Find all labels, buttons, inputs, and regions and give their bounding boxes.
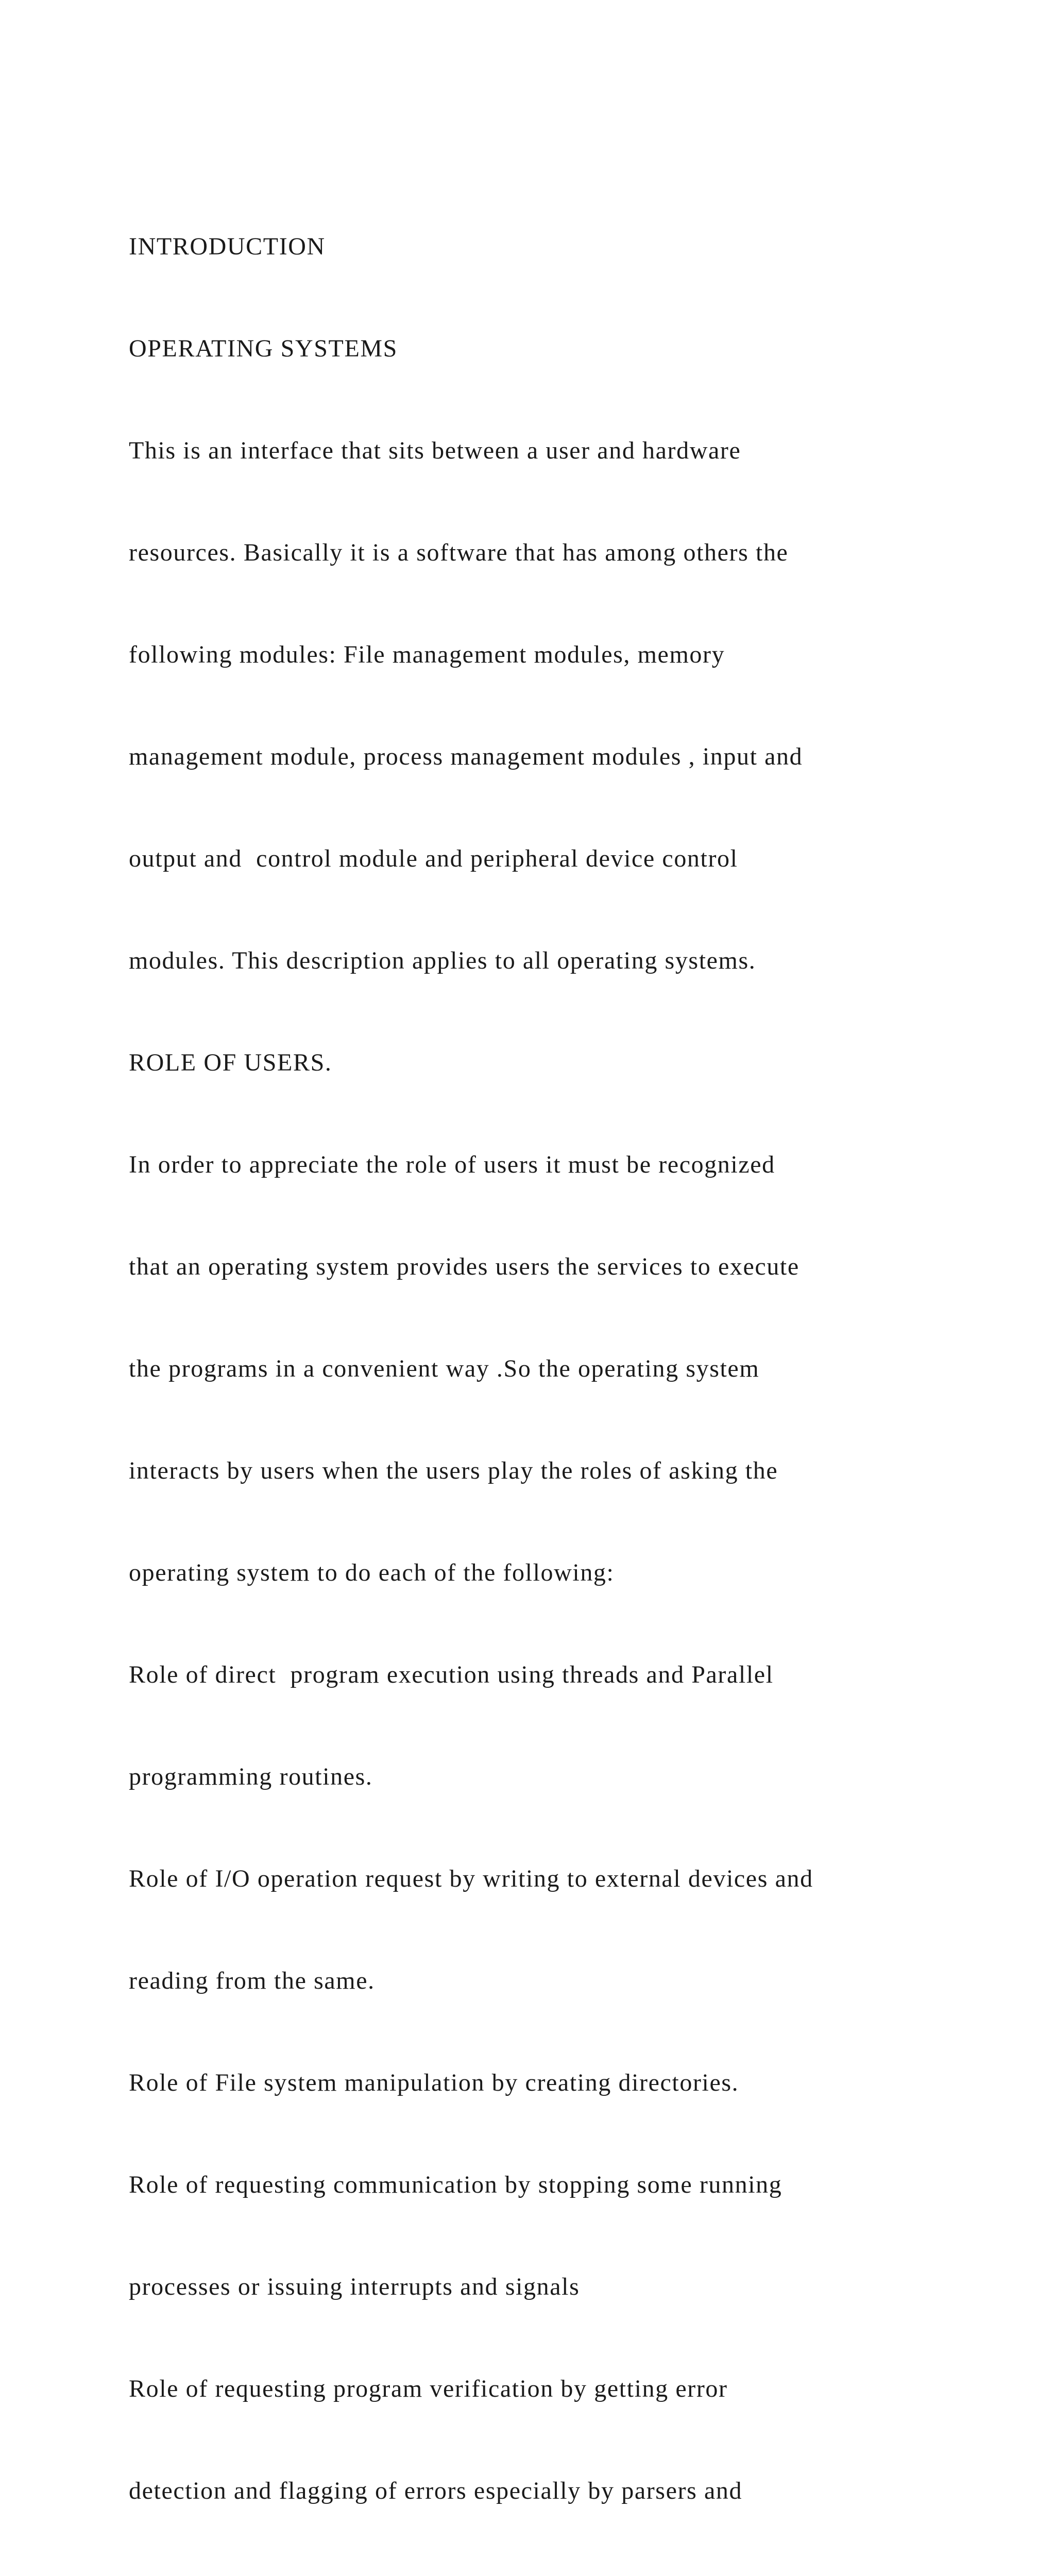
text-line: programming routines. <box>129 1763 373 1790</box>
text-line: In order to appreciate the role of users it must be recognized <box>129 1151 775 1178</box>
text-line: Role of requesting program verification by getting error <box>129 2375 728 2402</box>
text-line: Role of File system manipulation by creating directories. <box>129 2069 739 2096</box>
text-line: the programs in a convenient way .So the operating system <box>129 1355 760 1382</box>
text-line: reading from the same. <box>129 1967 375 1994</box>
text-line: following modules: File management modules, memory <box>129 641 725 668</box>
heading-introduction: INTRODUCTION <box>129 233 326 260</box>
text-line: operating system to do each of the following: <box>129 1559 615 1586</box>
text-line: detection and flagging of errors especially by parsers and <box>129 2477 743 2504</box>
text-line: Role of I/O operation request by writing to external devices and <box>129 1865 813 1892</box>
text-line: Role of direct program execution using threads and Parallel <box>129 1661 774 1688</box>
text-line: processes or issuing interrupts and signals <box>129 2273 580 2300</box>
heading-role-of-users: ROLE OF USERS. <box>129 1049 332 1076</box>
text-line: resources. Basically it is a software that has among others the <box>129 539 789 566</box>
heading-operating-systems: OPERATING SYSTEMS <box>129 335 398 362</box>
text-line: Role of requesting communication by stopping some running <box>129 2171 782 2198</box>
text-line: modules. This description applies to all operating systems. <box>129 947 756 974</box>
text-line: This is an interface that sits between a user and hardware <box>129 437 741 464</box>
document-body <box>129 162 1046 2576</box>
text-line: output and control module and peripheral device control <box>129 845 738 872</box>
text-line: interacts by users when the users play the roles of asking the <box>129 1457 778 1484</box>
text-line: management module, process management modules , input and <box>129 743 803 770</box>
text-line: that an operating system provides users the services to execute <box>129 1253 799 1280</box>
